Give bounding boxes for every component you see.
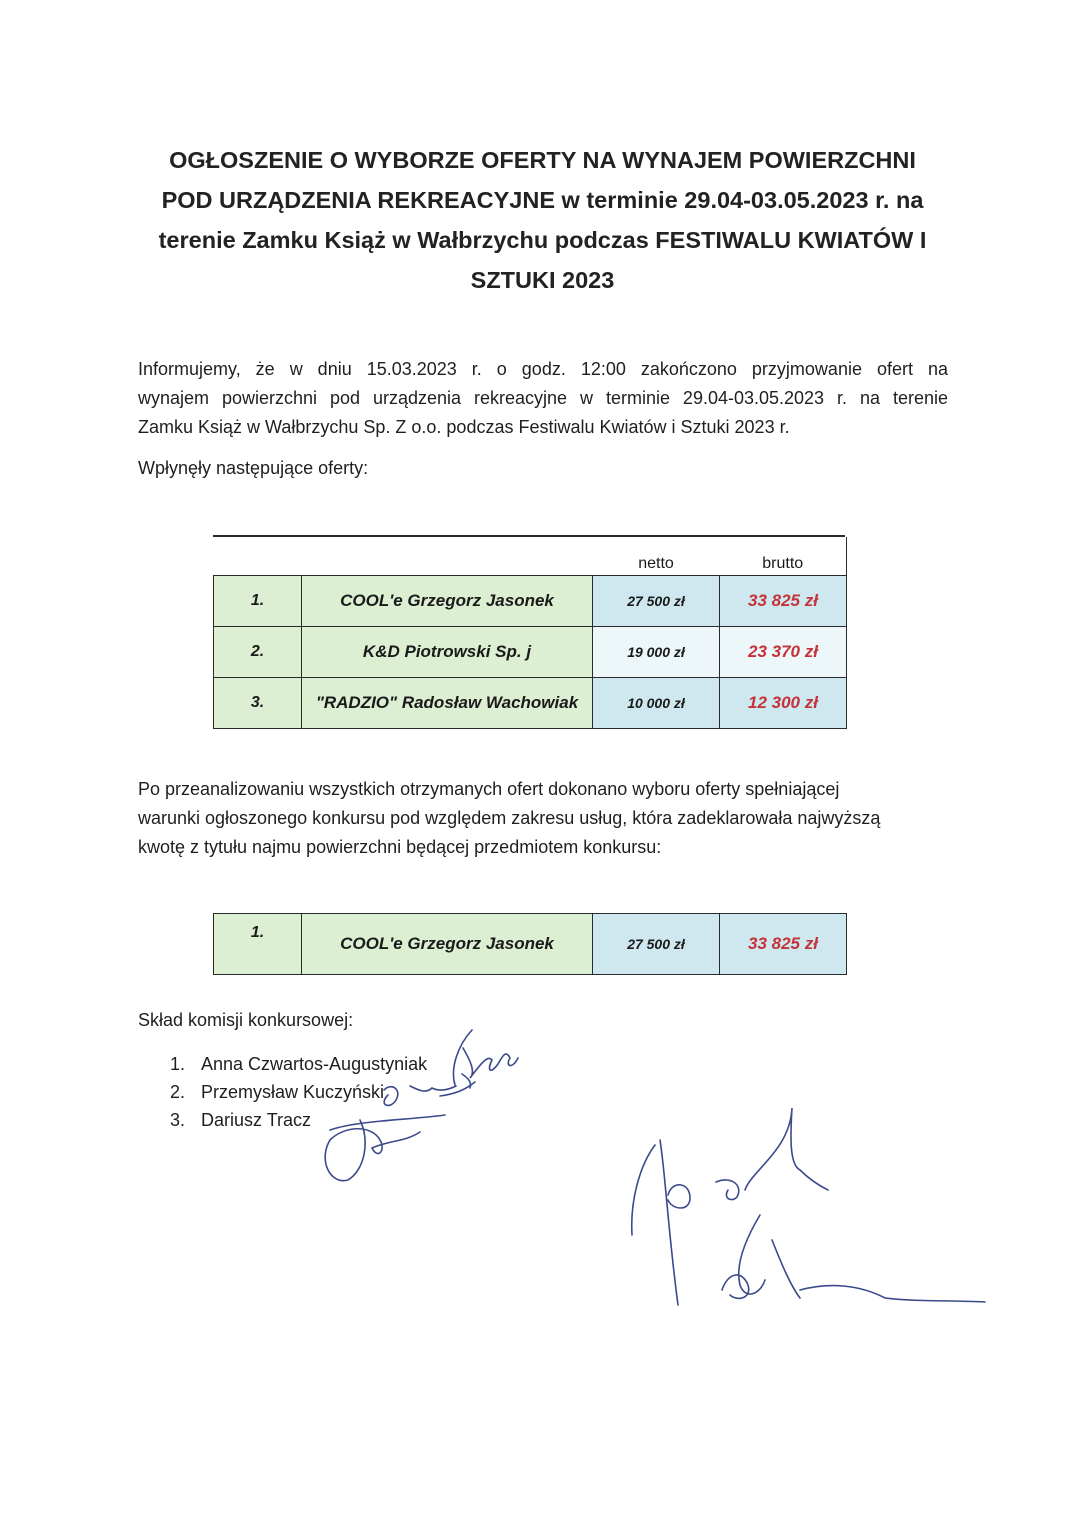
- member-number: 3.: [170, 1110, 186, 1130]
- netto-amount: 10 000 zł: [593, 678, 720, 729]
- brutto-amount: 33 825 zł: [720, 914, 847, 975]
- netto-amount: 27 500 zł: [593, 914, 720, 975]
- brutto-amount: 23 370 zł: [720, 627, 847, 678]
- intro-line: Informujemy, że w dniu 15.03.2023 r. o godz. 12:00 zakończono przyjmowanie ofert na: [138, 359, 948, 379]
- bidder-name: "RADZIO" Radosław Wachowiak: [302, 678, 593, 729]
- row-number: 3.: [214, 678, 302, 729]
- bidder-name: COOL'e Grzegorz Jasonek: [302, 914, 593, 975]
- row-number: 1.: [214, 914, 302, 975]
- member-name: Anna Czwartos-Augustyniak: [201, 1054, 428, 1074]
- decision-line: Po przeanalizowaniu wszystkich otrzymanych ofert dokonano wyboru oferty spełniającej: [138, 779, 840, 799]
- header-netto: netto: [638, 555, 674, 572]
- member-name: Przemysław Kuczyński: [201, 1082, 385, 1102]
- intro-line: Zamku Książ w Wałbrzychu Sp. Z o.o. podczas Festiwalu Kwiatów i Sztuki 2023 r.: [138, 417, 790, 437]
- signature-extra-1: [632, 1108, 828, 1305]
- member-name: Dariusz Tracz: [201, 1110, 312, 1130]
- title-line: OGŁOSZENIE O WYBORZE OFERTY NA WYNAJEM POWIERZCHNI: [169, 147, 916, 173]
- intro-line: wynajem powierzchni pod urządzenia rekreacyjne w terminie 29.04-03.05.2023 r. na terenie: [138, 388, 948, 408]
- member-number: 1.: [170, 1054, 186, 1074]
- bidder-name: COOL'e Grzegorz Jasonek: [302, 576, 593, 627]
- brutto-amount: 33 825 zł: [720, 576, 847, 627]
- row-number: 2.: [214, 627, 302, 678]
- title-line: terenie Zamku Książ w Wałbrzychu podczas FESTIWALU KWIATÓW I: [158, 227, 927, 253]
- row-number: 1.: [214, 576, 302, 627]
- header-brutto: brutto: [720, 537, 847, 576]
- netto-amount: 27 500 zł: [593, 576, 720, 627]
- offers-intro-text: Wpłynęły następujące oferty:: [138, 458, 369, 478]
- signature-extra-2: [722, 1215, 985, 1302]
- decision-line: warunki ogłoszonego konkursu pod względem zakresu usług, która zadeklarowała najwyższą: [138, 808, 881, 828]
- bidder-name: K&D Piotrowski Sp. j: [302, 627, 593, 678]
- title-line: POD URZĄDZENIA REKREACYJNE w terminie 29.04-03.05.2023 r. na: [161, 187, 924, 213]
- member-number: 2.: [170, 1082, 186, 1102]
- signature-czwartos: [454, 1030, 518, 1085]
- signature-kuczynski: [384, 1074, 475, 1105]
- netto-amount: 19 000 zł: [593, 627, 720, 678]
- signature-tracz: [325, 1115, 445, 1181]
- title-line: SZTUKI 2023: [470, 267, 615, 293]
- decision-line: kwotę z tytułu najmu powierzchni będącej przedmiotem konkursu:: [138, 837, 662, 857]
- committee-heading: Skład komisji konkursowej:: [138, 1010, 354, 1030]
- brutto-amount: 12 300 zł: [720, 678, 847, 729]
